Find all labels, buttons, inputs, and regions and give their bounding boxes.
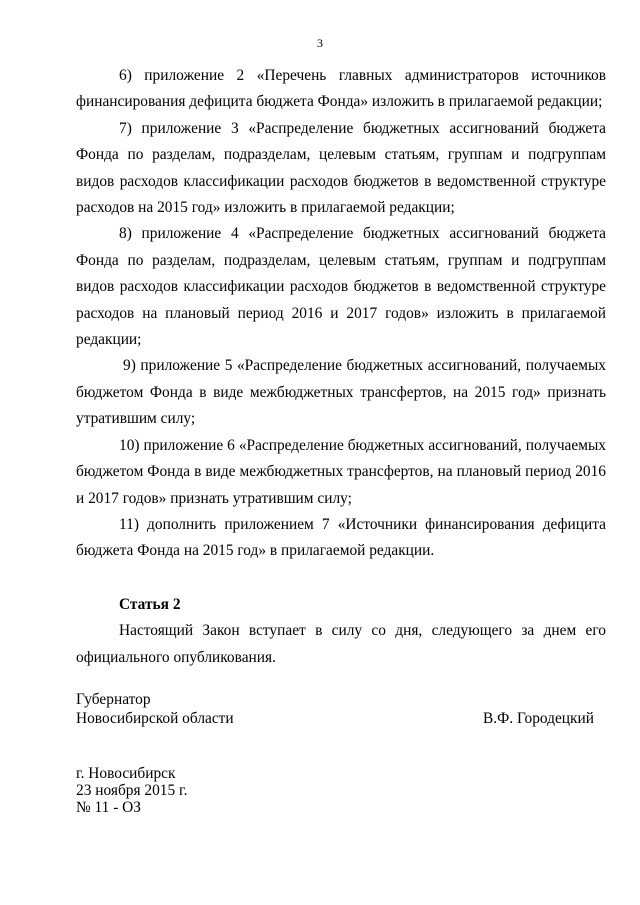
signatory-name: В.Ф. Городецкий (482, 710, 594, 727)
law-date: 23 ноября 2015 г. (76, 782, 188, 799)
list-item-7: 7) приложение 3 «Распределение бюджетных ассигнований бюджета Фонда по разделам, подразделам, целевым статьям, группам и подгруппам видов расходов классификации расходов бюджетов в ведомственной структуре расходов на 2015 год» изложить в прилагаемой редакции; (76, 119, 606, 217)
signature-block (76, 690, 606, 728)
page-number: 3 (317, 36, 323, 50)
list-item-6: 6) приложение 2 «Перечень главных администраторов источников финансирования дефицита бюджета Фонда» изложить в прилагаемой редакции; (76, 67, 606, 111)
document-body (76, 63, 606, 671)
article-text: Настоящий Закон вступает в силу со дня, следующего за днем его официального опубликования. (76, 622, 606, 666)
place-city: г. Новосибирск (76, 765, 176, 782)
signature-row (76, 709, 606, 728)
list-item-8: 8) приложение 4 «Распределение бюджетных ассигнований бюджета Фонда по разделам, подразделам, целевым статьям, группам и подгруппам видов расходов классификации расходов бюджетов в ведомственной структуре расходов на плановый период 2016 и 2017 годов» изложить в прилагаемой редакции; (76, 225, 606, 349)
signatory-title-line2: Новосибирской области (76, 710, 234, 727)
list-item-11: 11) дополнить приложением 7 «Источники финансирования дефицита бюджета Фонда на 2015 год» в прилагаемой редакции. (76, 515, 606, 560)
signatory-title-line1: Губернатор (76, 691, 151, 708)
list-item-9: 9) приложение 5 «Распределение бюджетных ассигнований, получаемых бюджетом Фонда в виде межбюджетных трансфертов, на 2015 год» признать утратившим силу; (76, 357, 606, 428)
law-number: № 11 - ОЗ (76, 799, 141, 816)
article-heading: Статья 2 (119, 595, 181, 613)
place-date-block (76, 765, 187, 816)
list-item-10: 10) приложение 6 «Распределение бюджетных ассигнований, получаемых бюджетом Фонда в виде межбюджетных трансфертов, на плановый период 2016 и 2017 годов» признать утратившим силу; (76, 436, 606, 507)
